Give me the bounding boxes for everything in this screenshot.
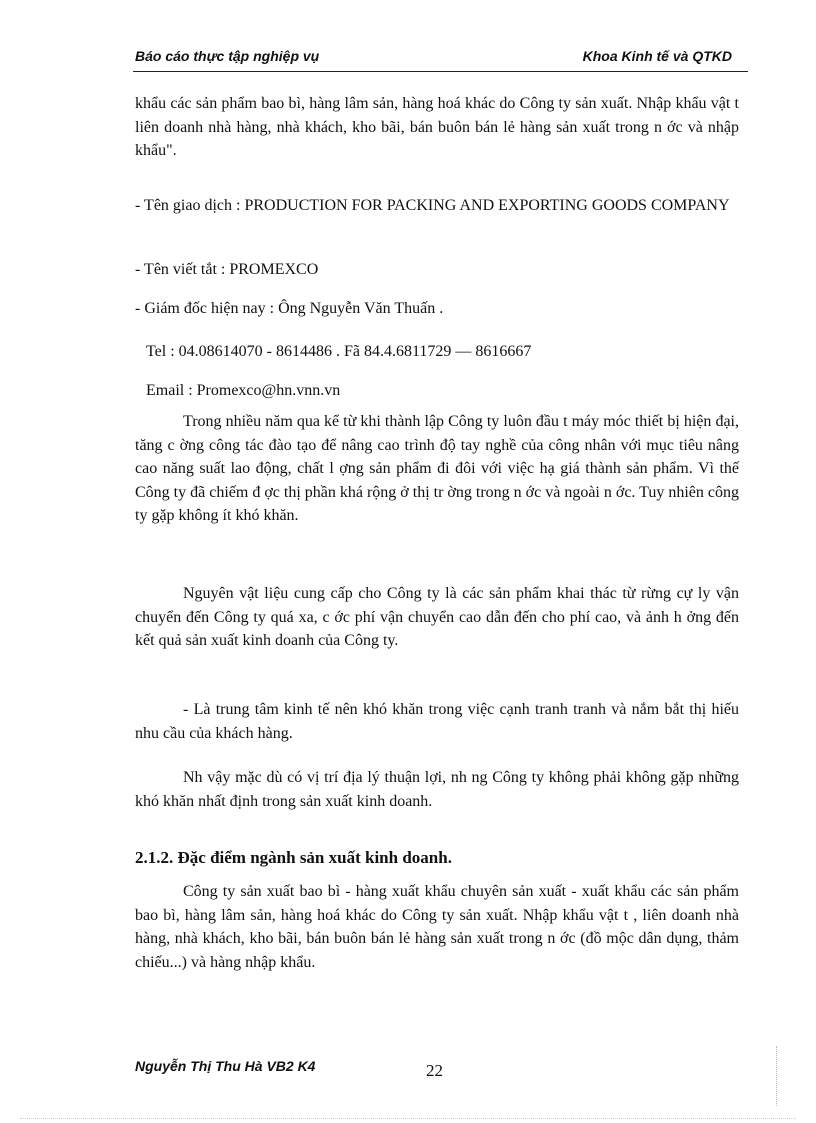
- paragraph-competition: - Là trung tâm kinh tế nên khó khăn trong việc cạnh tranh tranh và nắm bắt thị hiếu nhu cầu của khách hàng.: [135, 701, 739, 742]
- paragraph-difficulties: Nh vậy mặc dù có vị trí địa lý thuận lợi, nh ng Công ty không phải không gặp những khó khăn nhất định trong sản xuất kinh doanh.: [135, 769, 739, 810]
- paragraph-materials: Nguyên vật liệu cung cấp cho Công ty là các sản phẩm khai thác từ rừng cự ly vận chuyển đến Công ty quá xa, c ớc phí vận chuyển cao dẫn đến cho phí cao, và ảnh h ởng đến kết quả sản xuất kinh doanh của Công ty.: [135, 585, 739, 649]
- paragraph-1: khẩu các sản phẩm bao bì, hàng lâm sản, hàng hoá khác do Công ty sản xuất. Nhập khẩu vật t liên doanh nhà hàng, nhà khách, kho bãi, bán buôn bán lẻ hàng sản xuất trong n ớc và nhập khẩu".: [135, 95, 739, 159]
- paragraph-email: Email : Promexco@hn.vnn.vn: [146, 382, 341, 399]
- footer-author: Nguyễn Thị Thu Hà VB2 K4: [135, 1058, 316, 1074]
- header-report-title: Báo cáo thực tập nghiệp vụ: [135, 48, 320, 64]
- header-faculty: Khoa Kinh tế và QTKD: [582, 48, 732, 64]
- paragraph-director: - Giám đốc hiện nay : Ông Nguyễn Văn Thuấn .: [135, 300, 444, 317]
- page-number: 22: [426, 1061, 443, 1080]
- margin-guide: [776, 1046, 777, 1106]
- bottom-guide: [20, 1118, 796, 1119]
- paragraph-abbreviation: - Tên viết tắt : PROMEXCO: [135, 261, 319, 278]
- section-heading: 2.1.2. Đặc điểm ngành sản xuất kinh doanh.: [135, 848, 452, 867]
- header-divider: [133, 71, 748, 72]
- paragraph-phone: Tel : 04.08614070 - 8614486 . Fã 84.4.6811729 — 8616667: [146, 343, 532, 360]
- paragraph-trade-name: - Tên giao dịch : PRODUCTION FOR PACKING AND EXPORTING GOODS COMPANY: [135, 197, 730, 214]
- page-header: [135, 48, 748, 70]
- paragraph-business-lines: Công ty sản xuất bao bì - hàng xuất khẩu chuyên sản xuất - xuất khẩu các sản phẩm bao bì, hàng lâm sản, hàng hoá khác do Công ty sản xuất. Nhập khẩu vật t , liên doanh nhà hàng, nhà khách, kho bãi, bán buôn bán lẻ hàng sản xuất trong n ớc (đồ mộc dân dụng, thảm chiếu...) và hàng nhập khẩu.: [135, 883, 739, 971]
- paragraph-investment: Trong nhiều năm qua kể từ khi thành lập Công ty luôn đầu t máy móc thiết bị hiện đại, tăng c ờng công tác đào tạo để nâng cao trình độ tay nghề của công nhân với mục tiêu nâng cao năng suất lao động, chất l ợng sản phẩm đi đôi với việc hạ giá thành sản phẩm. Vì thế Công ty đã chiếm đ ợc thị phần khá rộng ở thị tr ờng trong n ớc và ngoài n ớc. Tuy nhiên công ty gặp không ít khó khăn.: [135, 413, 739, 524]
